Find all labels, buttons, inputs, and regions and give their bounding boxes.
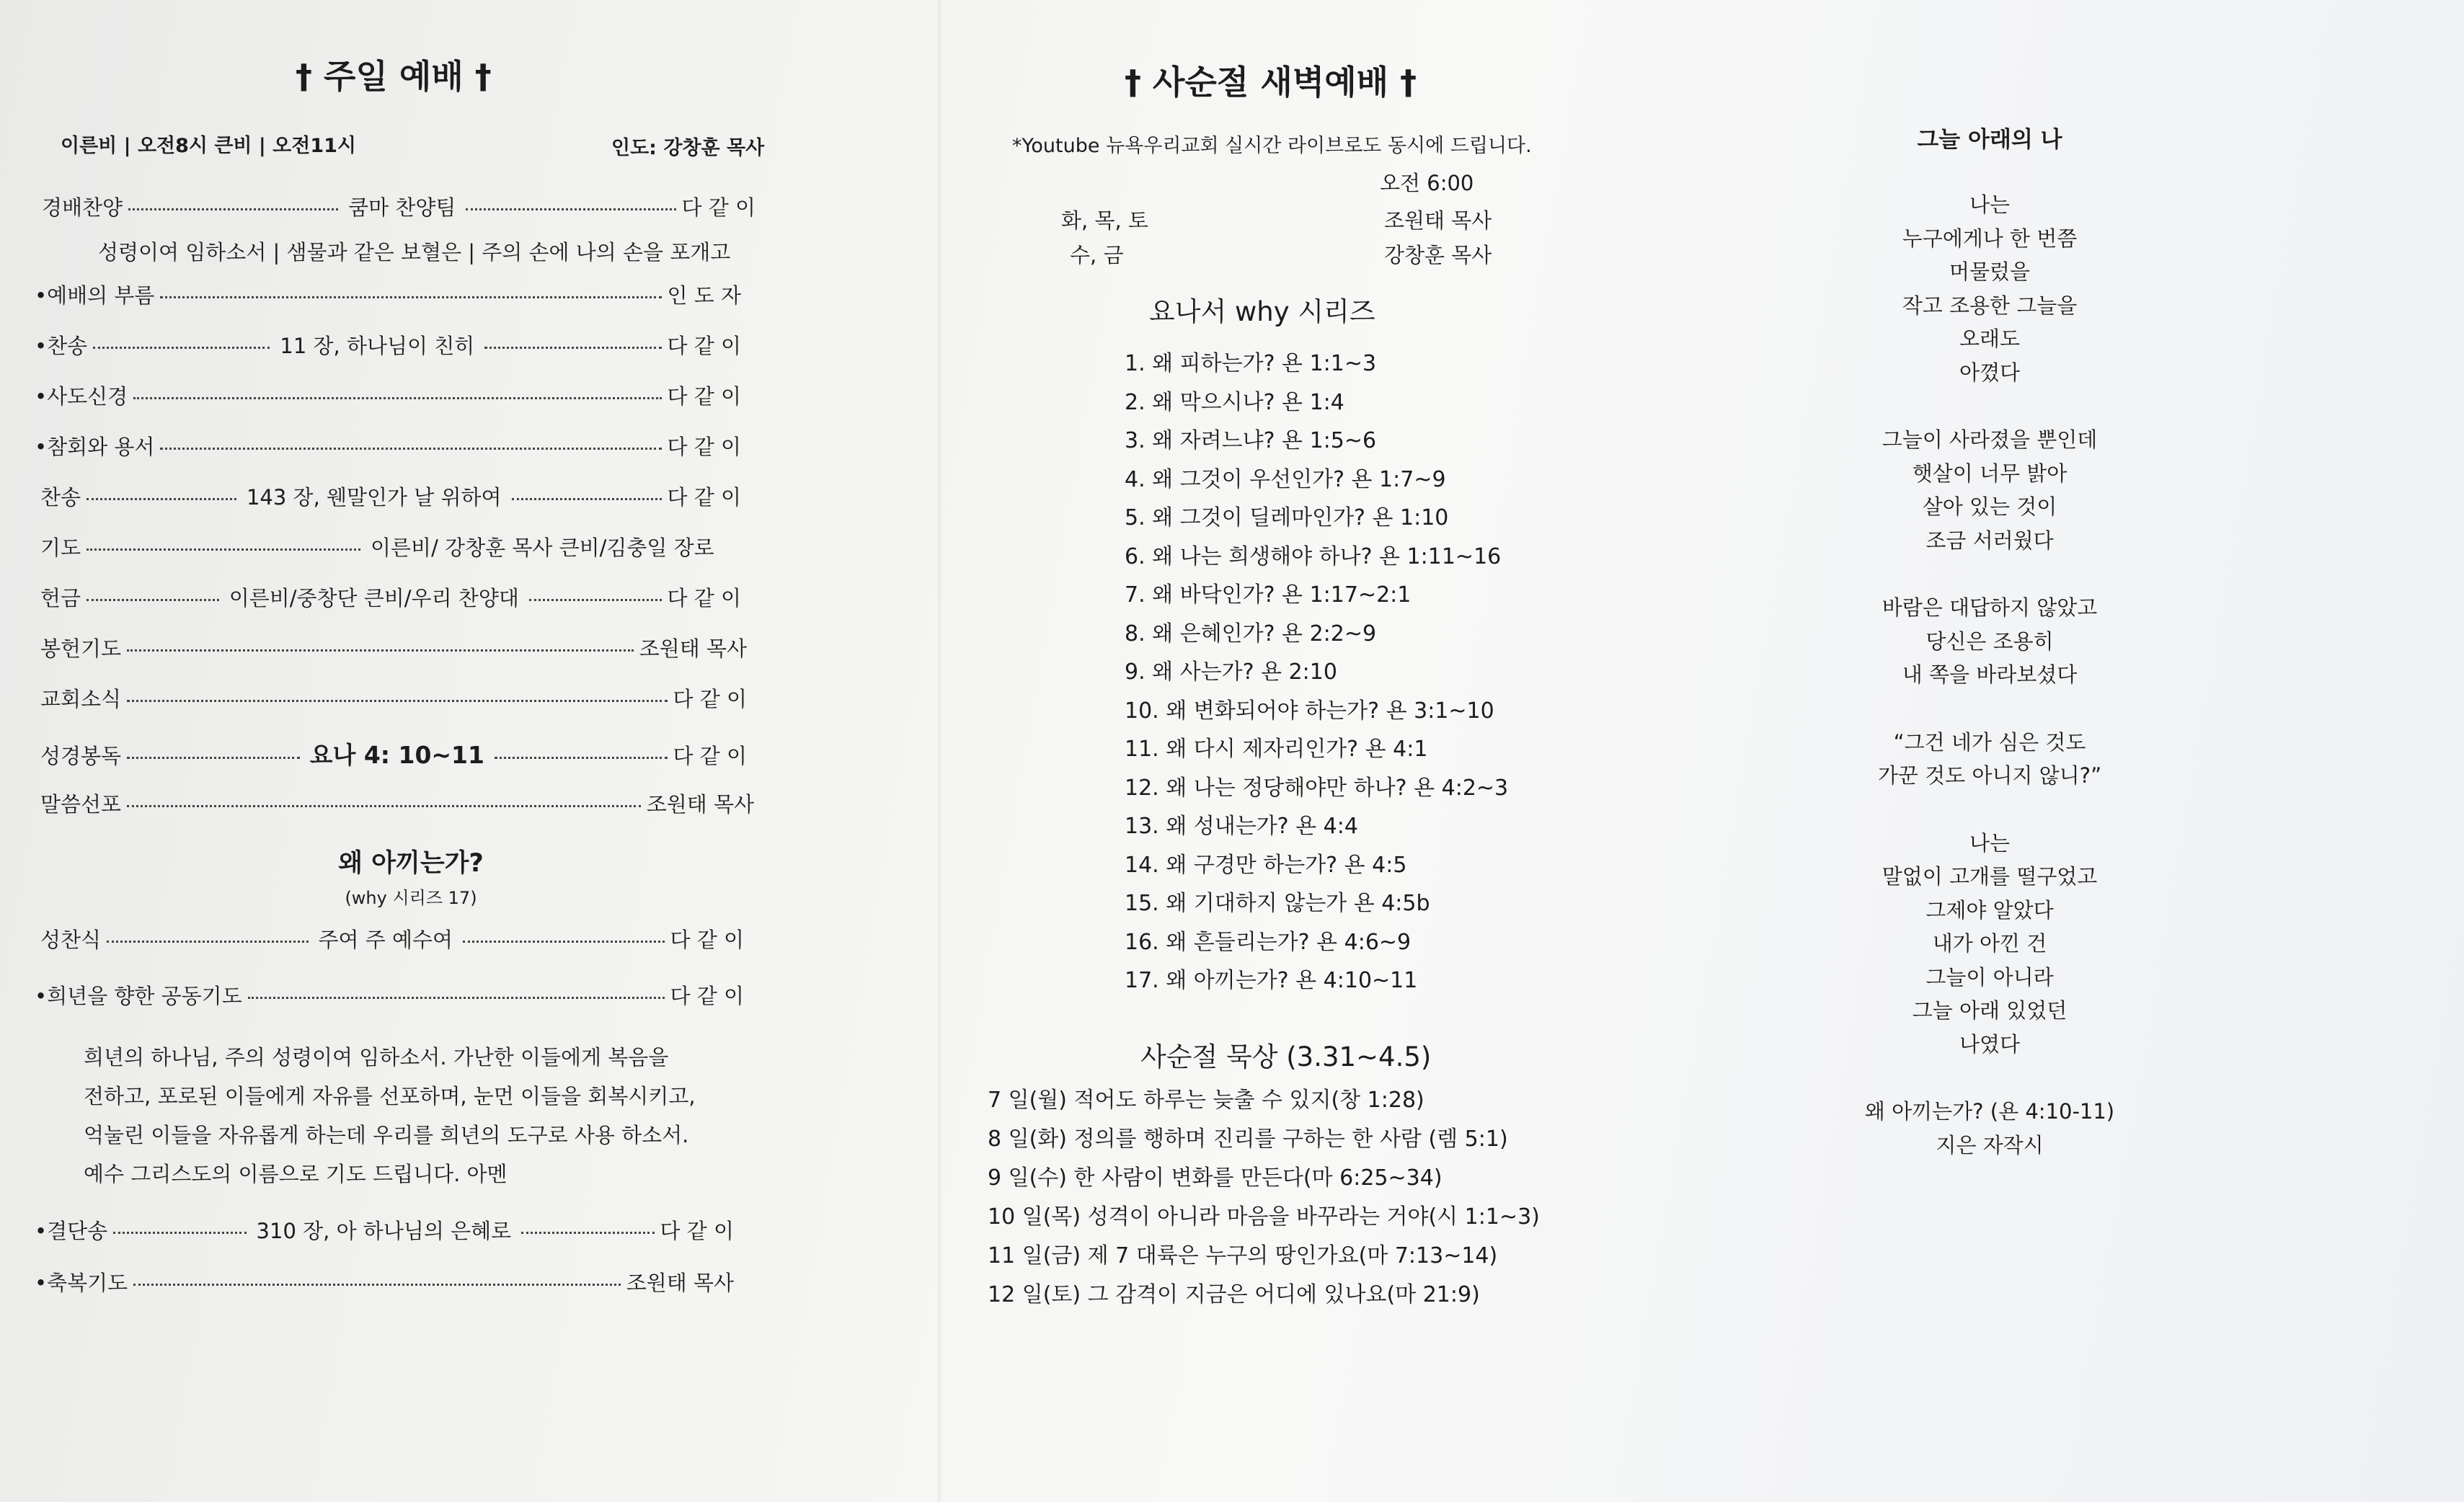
jubilee-prayer-text (84, 1038, 732, 1194)
poem-line: 아꼈다 (1959, 360, 2021, 385)
leader-dots (133, 397, 661, 399)
schedule-days-2: 수, 금 (1070, 243, 1124, 267)
prayer-line: 억눌린 이들을 자유롭게 하는데 우리를 희년의 도구로 사용 하소서. (84, 1123, 689, 1147)
series-item: 17. 왜 아끼는가? 욘 4:10~11 (1125, 968, 1418, 993)
schedule-days-1: 화, 목, 토 (1061, 208, 1148, 233)
order-performer: 다 같 이 (667, 334, 741, 358)
order-communion (40, 924, 744, 953)
order-detail: 310 장, 아 하나님의 은혜로 (256, 1219, 512, 1243)
series-item: 6. 왜 나는 희생해야 하나? 욘 1:11~16 (1125, 543, 1502, 569)
order-prayer (40, 532, 741, 561)
order-performer: 다 같 이 (667, 384, 741, 409)
poem-line: 말없이 고개를 떨구었고 (1882, 864, 2098, 889)
schedule-pastor-1: 조원태 목사 (1384, 208, 1492, 233)
leader-dots (87, 498, 236, 500)
poem-line: 내가 아낀 건 (1932, 931, 2047, 956)
poem-line: 머물렀을 (1949, 259, 2031, 284)
poem-line: 그늘이 아니라 (1925, 964, 2054, 990)
order-label: •결단송 (35, 1219, 108, 1243)
order-hymn-2 (40, 481, 741, 510)
dawn-worship-title: † 사순절 새벽예배 † (1125, 63, 1417, 102)
series-item: 2. 왜 막으시나? 욘 1:4 (1125, 389, 1344, 415)
poem-line: 그늘이 사라졌을 뿐인데 (1882, 427, 2098, 452)
praise-song-list: 성령이여 임하소서 | 샘물과 같은 보혈은 | 주의 손에 나의 손을 포개고 (98, 240, 731, 265)
lent-item: 10 일(목) 성격이 아니라 마음을 바꾸라는 거야(시 1:1~3) (988, 1204, 1540, 1230)
leader-dots (107, 941, 308, 943)
poem-line: 햇살이 너무 밝아 (1912, 461, 2068, 486)
order-call-to-worship (35, 280, 741, 308)
order-opening-praise (42, 192, 755, 221)
leader-dots (113, 1232, 246, 1234)
leader-dots (529, 599, 662, 601)
order-performer: 다 같 이 (667, 435, 741, 459)
lent-item: 12 일(토) 그 감격이 지금은 어디에 있나요(마 21:9) (988, 1282, 1480, 1307)
poem-line: 나는 (1969, 192, 2011, 217)
series-item: 8. 왜 은혜인가? 욘 2:2~9 (1125, 621, 1377, 646)
series-item: 1. 왜 피하는가? 욘 1:1~3 (1125, 351, 1377, 376)
order-label: 기도 (40, 536, 81, 560)
order-label: •예배의 부름 (35, 283, 155, 308)
order-news (40, 683, 747, 712)
order-performer: 다 같 이 (670, 928, 744, 952)
order-label: •참회와 용서 (35, 435, 155, 459)
order-offering (40, 582, 741, 611)
poem-line: 가꾼 것도 아니지 않니?” (1877, 763, 2102, 788)
order-performer: 인 도 자 (667, 283, 741, 308)
scripture-reference: 요나 4: 10~11 (309, 741, 484, 769)
series-item: 12. 왜 나는 정당해야만 하나? 욘 4:2~3 (1125, 775, 1509, 801)
order-hymn-1 (35, 330, 741, 359)
order-performer: 조원태 목사 (626, 1271, 734, 1295)
leader-dots (466, 208, 675, 210)
order-label: 찬송 (40, 485, 81, 510)
order-joint-prayer (35, 980, 744, 1009)
order-performer: 다 같 이 (660, 1219, 734, 1243)
order-label: •찬송 (35, 334, 88, 358)
order-label: 말씀선포 (40, 792, 122, 817)
leader-dots (160, 448, 661, 450)
order-detail: 주여 주 예수여 (318, 928, 453, 952)
leader-dots (87, 599, 219, 601)
lent-item: 9 일(수) 한 사람이 변화를 만든다(마 6:25~34) (988, 1165, 1442, 1191)
order-performer: 다 같 이 (673, 687, 747, 711)
order-detail: 이른비/ 강창훈 목사 큰비/김충일 장로 (371, 536, 714, 560)
order-creed (35, 381, 741, 409)
leader-dots (87, 548, 360, 551)
sunday-worship-title: † 주일 예배 † (296, 57, 492, 96)
leader-dots (512, 498, 662, 500)
poem-line: 왜 아끼는가? (욘 4:10-11) (1864, 1099, 2115, 1124)
poem-line: 조금 서러웠다 (1925, 528, 2054, 553)
order-label: •축복기도 (35, 1271, 128, 1295)
sermon-title: 왜 아끼는가? (338, 849, 484, 878)
sermon-subtitle: (why 시리즈 17) (345, 888, 477, 908)
poem-line: 당신은 조용히 (1925, 628, 2054, 654)
page-fold (937, 0, 941, 1502)
poem-line: 지은 자작시 (1936, 1132, 2044, 1157)
order-scripture (40, 737, 747, 769)
jonah-series-title: 요나서 why 시리즈 (1149, 296, 1375, 327)
poem-line: 오래도 (1959, 326, 2021, 351)
poem-line: 그제야 알았다 (1925, 897, 2054, 923)
order-performer: 다 같 이 (670, 984, 744, 1008)
prayer-line: 예수 그리스도의 이름으로 기도 드립니다. 아멘 (84, 1162, 508, 1186)
service-schedule: 이른비 | 오전8시 큰비 | 오전11시 (61, 135, 356, 157)
series-item: 13. 왜 성내는가? 욘 4:4 (1125, 814, 1358, 839)
series-item: 15. 왜 기대하지 않는가 욘 4:5b (1125, 891, 1430, 916)
order-benediction (35, 1267, 734, 1296)
poem-line: 나는 (1969, 830, 2011, 856)
series-item: 11. 왜 다시 제자리인가? 욘 4:1 (1125, 737, 1428, 762)
order-sermon (40, 788, 754, 817)
series-item: 9. 왜 사는가? 욘 2:10 (1125, 659, 1337, 685)
order-label: 헌금 (40, 586, 81, 610)
dawn-service-time: 오전 6:00 (1380, 171, 1474, 195)
poem-line: 살아 있는 것이 (1922, 494, 2057, 519)
order-label: 봉헌기도 (40, 636, 122, 661)
poem-line: 작고 조용한 그늘을 (1902, 293, 2078, 318)
lent-meditation-list (988, 1081, 1564, 1315)
leader-dots (484, 347, 661, 349)
prayer-line: 희년의 하나님, 주의 성령이여 임하소서. 가난한 이들에게 복음을 (84, 1045, 669, 1070)
order-detail: 143 장, 웬말인가 날 위하여 (246, 485, 502, 510)
youtube-live-note: *Youtube 뉴욕우리교회 실시간 라이브로도 동시에 드립니다. (1012, 135, 1532, 157)
order-offering-prayer (40, 633, 747, 662)
series-item: 14. 왜 구경만 하는가? 욘 4:5 (1125, 852, 1407, 878)
order-label: •사도신경 (35, 384, 128, 409)
poem-title: 그늘 아래의 나 (1917, 127, 2062, 153)
series-item: 10. 왜 변화되어야 하는가? 욘 3:1~10 (1125, 698, 1494, 724)
series-item: 4. 왜 그것이 우선인가? 욘 1:7~9 (1125, 466, 1446, 492)
order-performer: 다 같 이 (667, 485, 741, 510)
series-item: 16. 왜 흔들리는가? 욘 4:6~9 (1125, 929, 1412, 955)
order-repentance (35, 431, 741, 460)
leader-dots (463, 941, 664, 943)
order-performer: 조원태 목사 (646, 792, 754, 817)
order-label: 교회소식 (40, 687, 122, 711)
order-detail: 이른비/중창단 큰비/우리 찬양대 (229, 586, 519, 610)
series-item: 7. 왜 바닥인가? 욘 1:17~2:1 (1125, 582, 1412, 608)
poem-line: 누구에게나 한 번쯤 (1902, 226, 2078, 251)
order-performer: 다 같 이 (673, 744, 747, 768)
poem-line: 그늘 아래 있었던 (1912, 998, 2068, 1023)
leader-dots (127, 757, 300, 759)
lent-item: 7 일(월) 적어도 하루는 늦출 수 있지(창 1:28) (988, 1088, 1424, 1113)
lent-item: 8 일(화) 정의를 행하며 진리를 구하는 한 사람 (렘 5:1) (988, 1126, 1508, 1152)
order-detail: 11 장, 하나님이 친히 (280, 334, 475, 358)
order-performer: 다 같 이 (667, 586, 741, 610)
prayer-line: 전하고, 포로된 이들에게 자유를 선포하며, 눈먼 이들을 회복시키고, (84, 1084, 696, 1108)
leader-dots (127, 805, 641, 807)
poem-line: 나였다 (1959, 1031, 2021, 1057)
leader-dots (128, 208, 338, 210)
order-label: 성찬식 (40, 928, 102, 952)
leader-dots (160, 296, 661, 298)
leader-dots (495, 757, 668, 759)
order-label: 경배찬양 (42, 195, 123, 220)
worship-leader: 인도: 강창훈 목사 (611, 137, 765, 159)
leader-dots (521, 1232, 654, 1234)
series-item: 3. 왜 자려느냐? 욘 1:5~6 (1125, 428, 1377, 453)
order-label: •희년을 향한 공동기도 (35, 984, 242, 1008)
leader-dots (133, 1284, 621, 1286)
series-item: 5. 왜 그것이 딜레마인가? 욘 1:10 (1125, 505, 1449, 530)
order-detail: 쿰마 찬양팀 (348, 195, 456, 220)
leader-dots (248, 997, 665, 999)
order-label: 성경봉독 (40, 744, 122, 768)
leader-dots (127, 700, 667, 702)
order-performer: 조원태 목사 (639, 636, 747, 661)
jonah-series-list (1125, 345, 1557, 1000)
poem-line: “그건 네가 심은 것도 (1893, 729, 2086, 755)
leader-dots (127, 649, 634, 652)
order-closing-hymn (35, 1215, 734, 1244)
order-performer: 다 같 이 (681, 195, 755, 220)
leader-dots (93, 347, 270, 349)
lent-meditation-title: 사순절 묵상 (3.31~4.5) (1140, 1041, 1432, 1072)
schedule-pastor-2: 강창훈 목사 (1384, 243, 1492, 267)
lent-item: 11 일(금) 제 7 대륙은 누구의 땅인가요(마 7:13~14) (988, 1243, 1498, 1268)
poem-line: 바람은 대답하지 않았고 (1882, 595, 2098, 620)
poem-line: 내 쪽을 바라보셨다 (1902, 662, 2078, 687)
